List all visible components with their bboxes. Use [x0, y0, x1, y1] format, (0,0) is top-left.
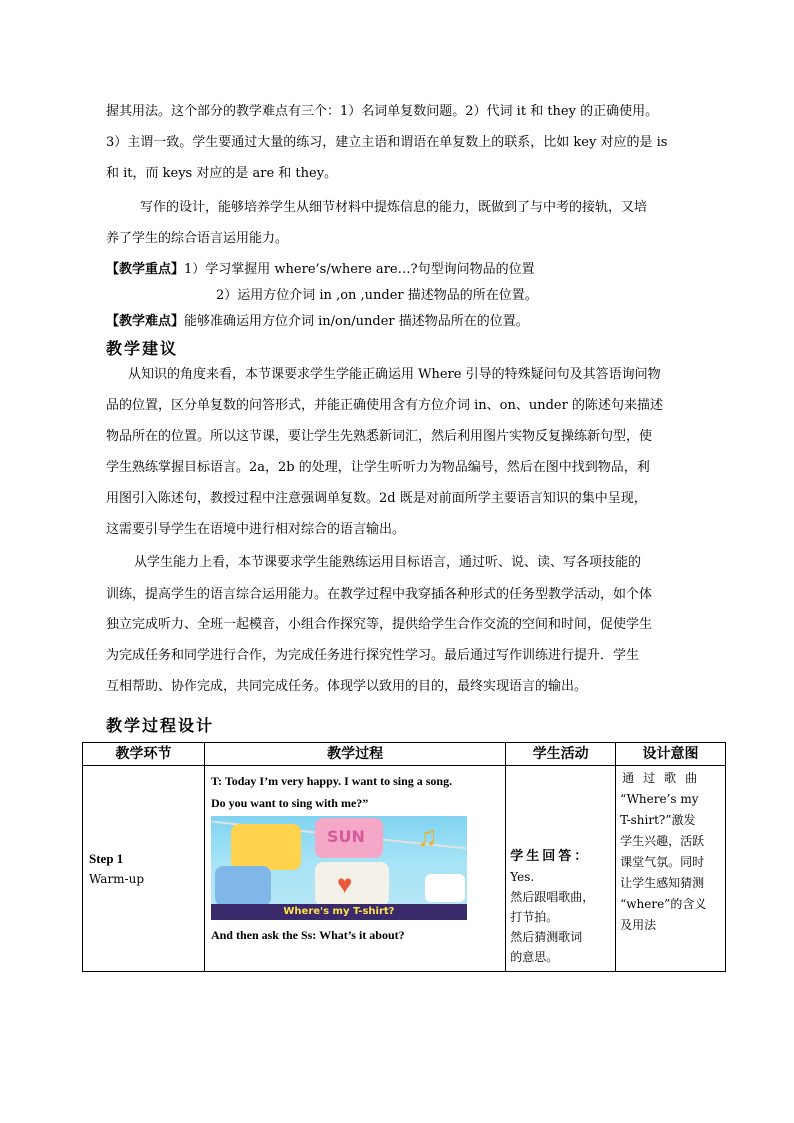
process-cell: [204, 766, 505, 972]
music-note-icon: ♫: [416, 822, 438, 853]
activity-line-2: Yes.: [510, 870, 535, 884]
header-process: 教学过程: [204, 743, 505, 766]
key-points-item-1: 1）学习掌握用 where’s/where are…?句型询问物品的位置: [184, 262, 535, 277]
intent-line-3: T-shirt?”激发: [620, 813, 696, 827]
suggestion-p1-line-6: 这需要引导学生在语境中进行相对综合的语言输出。: [106, 522, 406, 537]
intent-line-4: 学生兴趣，活跃: [620, 834, 705, 848]
heart-icon: ♥: [336, 870, 353, 899]
process-header-row: [83, 743, 726, 766]
difficult-points: [106, 313, 529, 331]
writing-line-1: 写作的设计，能够培养学生从细节材料中提炼信息的能力，既做到了与中考的接轨，又培: [140, 200, 648, 215]
activity-line-3: 然后跟唱歌曲，: [510, 890, 595, 904]
sun-word: SUN: [326, 827, 365, 846]
suggestion-heading: 教学建议: [106, 339, 179, 358]
suggestion-p1-line-1: 从知识的角度来看，本节课要求学生学能正确运用 Where 引导的特殊疑问句及其答语询问物: [128, 367, 661, 382]
table-row: [83, 766, 726, 972]
intent-cell: [616, 766, 726, 972]
intent-line-5: 课堂气氛。同时: [620, 855, 705, 869]
yellow-shirt: [231, 824, 301, 870]
process-line-2: Do you want to sing with me?”: [210, 796, 369, 810]
suggestion-p2-line-3: 独立完成听力、全班一起模音，小组合作探究等，提供给学生合作交流的空间和时间，促使学生: [106, 617, 653, 632]
activity-cell: [506, 766, 616, 972]
step-cell: [83, 766, 205, 972]
activity-line-4: 打节拍。: [510, 910, 559, 924]
blue-shirt: [215, 866, 271, 906]
activity-line-1: 学生回答：: [510, 849, 591, 864]
intro-line-3: 和 it，而 keys 对应的是 are 和 they。: [106, 166, 338, 181]
suggestion-p2-line-5: 互相帮助、协作完成，共同完成任务。体现学以致用的目的，最终实现语言的输出。: [106, 679, 588, 694]
activity-line-5: 然后猜测歌词: [510, 930, 583, 944]
process-line-3: And then ask the Ss: What’s it about?: [210, 928, 405, 942]
process-table: [82, 742, 726, 972]
activity-line-6: 的意思。: [510, 950, 559, 964]
intro-line-2: 3）主谓一致。学生要通过大量的练习，建立主语和谓语在单复数上的联系，比如 key 对应的是 is: [106, 135, 668, 150]
intent-line-8: 及用法: [620, 918, 657, 932]
intro-line-1: 握其用法。这个部分的教学难点有三个：1）名词单复数问题。2）代词 it 和 they 的正确使用。: [106, 104, 659, 119]
process-line-1: T: Today I’m very happy. I want to sing a song.: [210, 774, 453, 788]
header-intent: 设计意图: [616, 743, 726, 766]
step-number: Step 1: [89, 850, 124, 866]
suggestion-p1-line-5: 用图引入陈述句，教授过程中注意强调单复数。2d 既是对前面所学主要语言知识的集中呈现，: [106, 491, 647, 506]
suggestion-p1-line-3: 物品所在的位置。所以这节课，要让学生先熟悉新词汇，然后利用图片实物反复操练新句型，使: [106, 429, 653, 444]
header-step: 教学环节: [83, 743, 205, 766]
suggestion-p1-line-2: 品的位置，区分单复数的问答形式，并能正确使用含有方位介词 in、on、under 的陈述句来描述: [106, 398, 663, 413]
header-activity: 学生活动: [506, 743, 616, 766]
key-points-item-2: 2）运用方位介词 in ,on ,under 描述物品的所在位置。: [216, 288, 538, 303]
suggestion-p2-line-4: 为完成任务和同学进行合作，为完成任务进行探究性学习。最后通过写作训练进行提升．学生: [106, 648, 640, 663]
song-video-image: [211, 816, 467, 920]
difficult-points-text: 能够准确运用方位介词 in/on/under 描述物品所在的位置。: [184, 314, 529, 329]
step-name: Warm-up: [89, 871, 145, 886]
difficult-points-label: 【教学难点】: [106, 314, 185, 329]
suggestion-p1-line-4: 学生熟练掌握目标语言。2a，2b 的处理，让学生听听力为物品编号，然后在图中找到物品，利: [106, 460, 650, 475]
intent-line-2: “Where’s my: [620, 792, 699, 806]
song-title-banner: Where's my T-shirt?: [211, 904, 467, 920]
small-shirt: [425, 874, 465, 902]
intent-line-6: 让学生感知猜测: [620, 876, 705, 890]
intent-line-7: “where”的含义: [620, 897, 707, 911]
intent-line-1: 通过歌曲: [622, 771, 707, 785]
suggestion-p2-line-2: 训练，提高学生的语言综合运用能力。在教学过程中我穿插各种形式的任务型教学活动，如个体: [106, 587, 653, 602]
process-heading: 教学过程设计: [106, 716, 215, 735]
writing-line-2: 养了学生的综合语言运用能力。: [106, 231, 289, 246]
suggestion-p2-line-1: 从学生能力上看，本节课要求学生能熟练运用目标语言，通过听、说、读、写各项技能的: [134, 555, 642, 570]
key-points: [106, 261, 535, 279]
key-points-label: 【教学重点】: [106, 262, 185, 277]
